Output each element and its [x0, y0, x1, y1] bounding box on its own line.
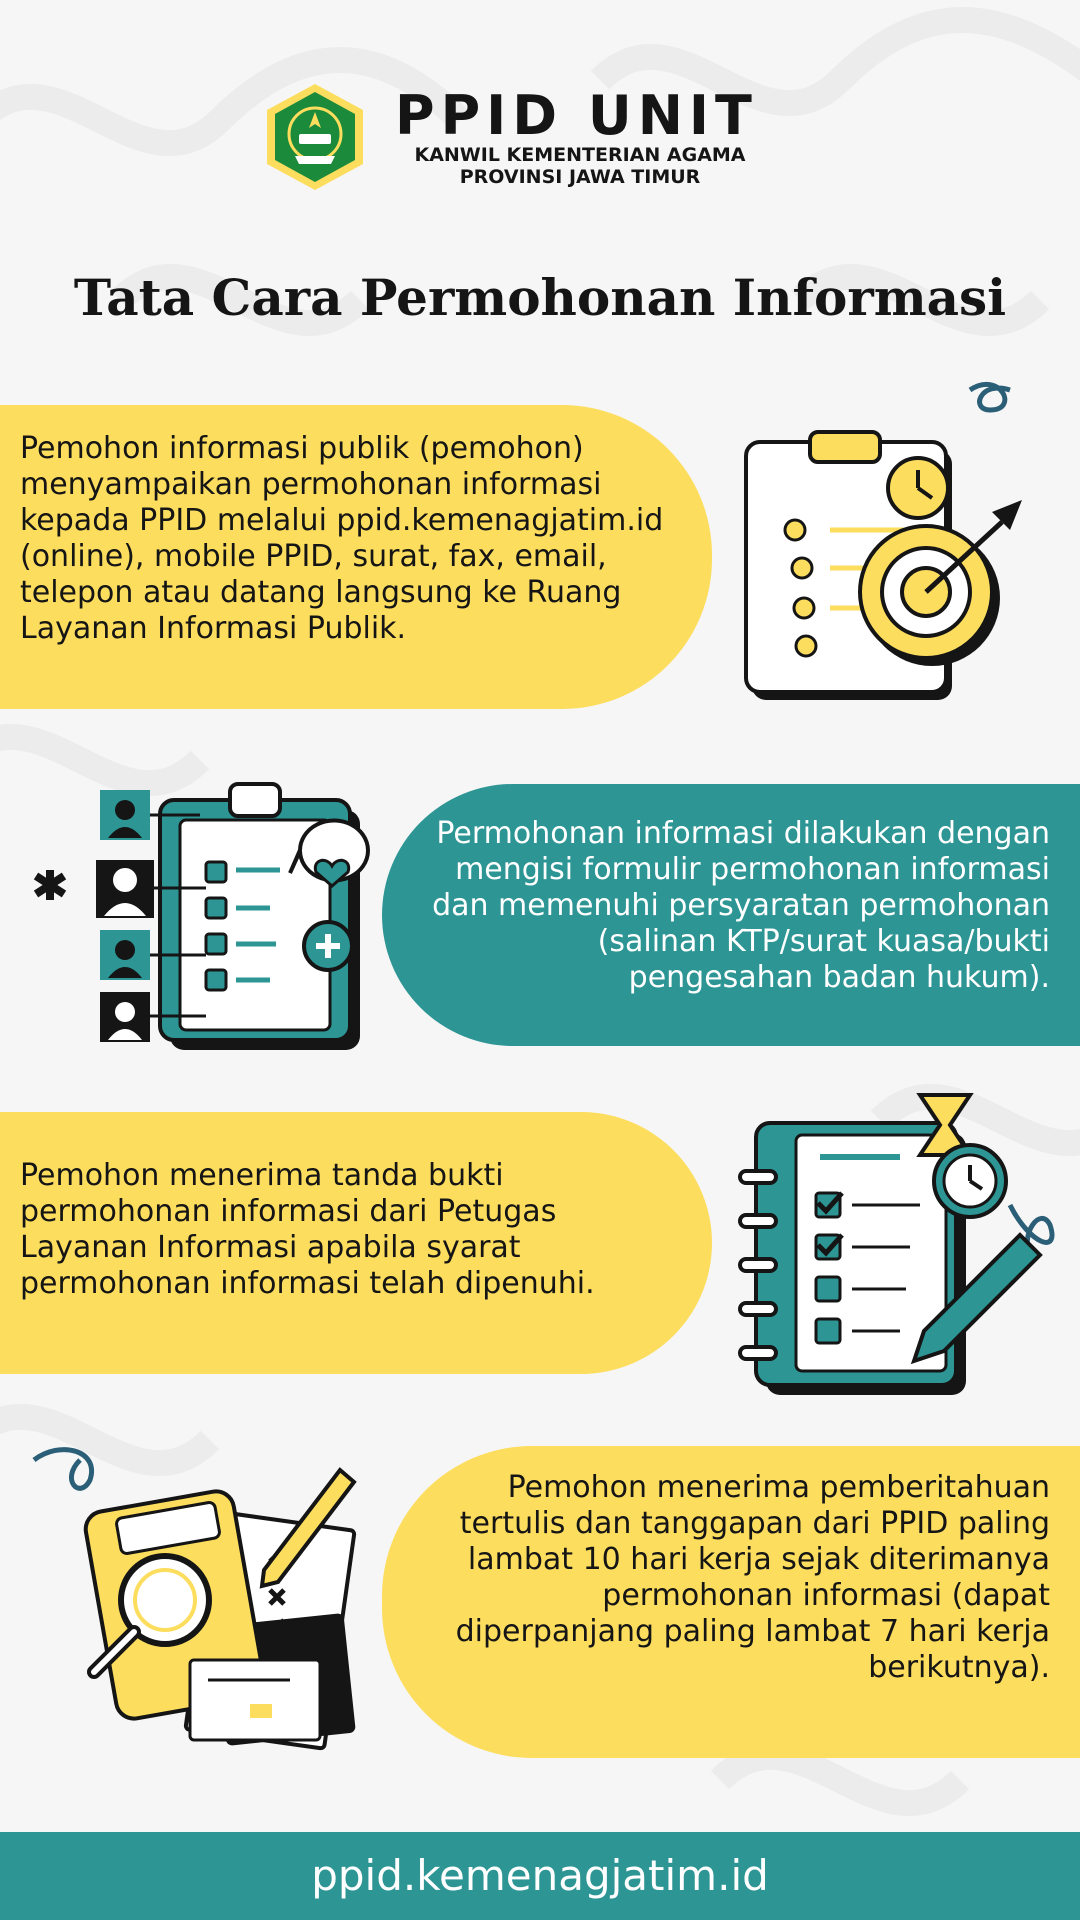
document-magnifier-icon	[30, 1440, 390, 1770]
step-4-card	[382, 1446, 1080, 1758]
step-3-card	[0, 1112, 712, 1374]
ministry-emblem-icon	[255, 82, 375, 192]
clipboard-target-icon	[740, 370, 1030, 710]
step-4-text: Pemohon menerima pemberitahuan tertulis dan tanggapan dari PPID paling lambat 10 hari kerja sejak diterimanya permohonan informasi (dapat diperpanjang paling lambat 7 hari kerja berikutnya).	[455, 1470, 1050, 1685]
header	[0, 70, 1080, 200]
step-1-text: Pemohon informasi publik (pemohon) menyampaikan permohonan informasi kepada PPID melalui ppid.kemenagjatim.id (online), mobile PPID, surat, fax, email, telepon atau datang langsung ke Ruang Layanan Informasi Publik.	[20, 431, 664, 646]
step-1-card	[0, 405, 712, 709]
brand-subtitle-line1: KANWIL KEMENTERIAN AGAMA	[414, 144, 746, 166]
clipboard-users-icon	[20, 770, 380, 1060]
footer-bar	[0, 1832, 1080, 1920]
brand-subtitle-line2: PROVINSI JAWA TIMUR	[459, 166, 701, 188]
step-3-text: Pemohon menerima tanda bukti permohonan informasi dari Petugas Layanan Informasi apabila syarat permohonan informasi telah dipenuhi.	[20, 1158, 595, 1301]
notebook-checklist-icon	[730, 1085, 1060, 1405]
step-2-card	[382, 784, 1080, 1046]
brand-title: PPID UNIT	[395, 84, 758, 147]
step-2-text: Permohonan informasi dilakukan dengan mengisi formulir permohonan informasi dan memenuhi persyaratan permohonan (salinan KTP/surat kuasa/bukti pengesahan badan hukum).	[432, 816, 1050, 995]
page-title: Tata Cara Permohonan Informasi	[73, 268, 1007, 327]
footer-url-link[interactable]: ppid.kemenagjatim.id	[311, 1851, 769, 1900]
